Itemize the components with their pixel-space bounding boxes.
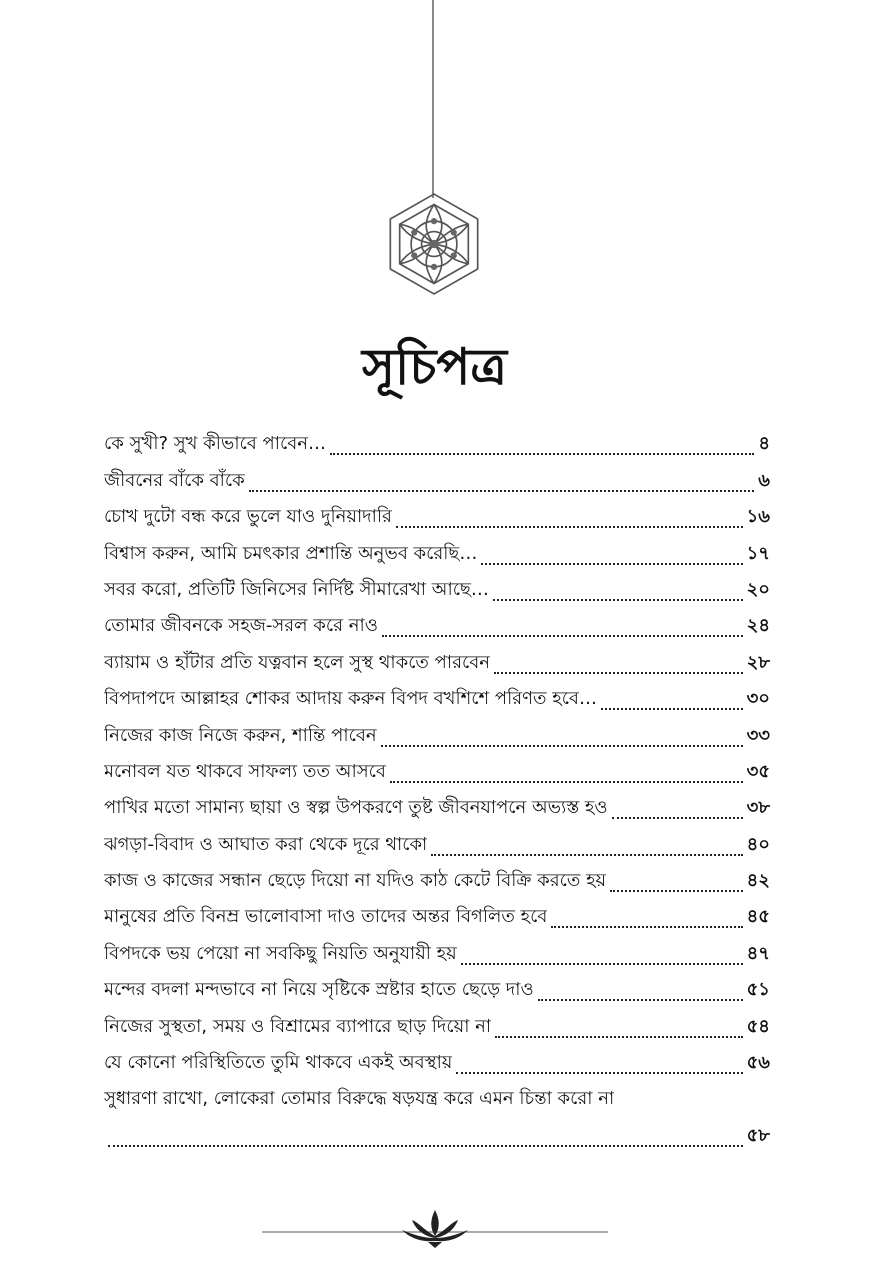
- dot-leader: [461, 962, 743, 965]
- toc-entry: [104, 715, 770, 751]
- toc-entry-title: বিপদকে ভয় পেয়ো না সবকিছু নিয়তি অনুযায়ী হয়: [104, 942, 457, 964]
- dot-leader: [249, 489, 755, 492]
- toc-entry-page: ১৬: [746, 506, 770, 528]
- toc-entry-page: ৩৮: [746, 797, 770, 819]
- dot-leader: [330, 452, 754, 455]
- toc-entry-page: ২৪: [746, 615, 770, 637]
- toc-entry-page: ৬: [758, 469, 770, 491]
- dot-leader: [431, 853, 742, 856]
- toc-entry: [104, 679, 770, 715]
- dot-leader: [382, 634, 743, 637]
- toc-entry: [104, 933, 770, 969]
- toc-entry-page: ২৮: [746, 651, 770, 673]
- toc-entry-title: চোখ দুটো বন্ধ করে ভুলে যাও দুনিয়াদারি: [104, 506, 392, 528]
- toc-entry-page: ৫১: [746, 979, 770, 1001]
- toc-entry-page: ৪৭: [746, 942, 770, 964]
- toc-entry-title: সবর করো, প্রতিটি জিনিসের নির্দিষ্ট সীমারেখা আছে…: [104, 578, 489, 600]
- toc-entry-title: মন্দের বদলা মন্দভাবে না নিয়ে সৃষ্টিকে স্রষ্টার হাতে ছেড়ে দাও: [104, 979, 534, 1001]
- toc-entry-title: কে সুখী? সুখ কীভাবে পাবেন…: [104, 433, 326, 455]
- dot-leader: [601, 707, 743, 710]
- toc-entry: [104, 424, 770, 460]
- dot-leader: [538, 998, 743, 1001]
- toc-entry-title: কাজ ও কাজের সন্ধান ছেড়ে দিয়ো না যদিও কাঠ কেটে বিক্রি করতে হয়: [104, 870, 607, 892]
- toc-entry: [104, 824, 770, 860]
- dot-leader: [610, 889, 742, 892]
- dot-leader: [390, 780, 743, 783]
- toc-entry-title: মানুষের প্রতি বিনম্র ভালোবাসা দাও তাদের অন্তর বিগলিত হবে: [104, 906, 548, 928]
- toc-entry-page: ২০: [746, 578, 770, 600]
- hanging-line: [432, 0, 434, 198]
- toc-entry-title: তোমার জীবনকে সহজ-সরল করে নাও: [104, 615, 378, 637]
- toc-entry-page: ৩০: [746, 688, 770, 710]
- dot-leader: [493, 598, 743, 601]
- toc-entry-page: ৪: [758, 433, 770, 455]
- toc-entry: [104, 533, 770, 569]
- toc-entry: [104, 606, 770, 642]
- toc-entry-page: ৫৪: [746, 1015, 770, 1037]
- toc-entry-title: যে কোনো পরিস্থিতিতে তুমি থাকবে একই অবস্থায়: [104, 1052, 453, 1074]
- toc-entry-title: বিপদাপদে আল্লাহর শোকর আদায় করুন বিপদ বখশিশে পরিণত হবে…: [104, 688, 597, 710]
- toc-entry: [104, 897, 770, 933]
- toc-entry-page: ৩৫: [746, 760, 770, 782]
- dot-leader: [494, 671, 743, 674]
- toc-entry-title: ব্যায়াম ও হাঁটার প্রতি যত্নবান হলে সুস্থ থাকতে পারবেন: [104, 651, 490, 673]
- toc-entry: [104, 1079, 770, 1115]
- dot-leader: [481, 562, 742, 565]
- toc-entry: [104, 1006, 770, 1042]
- toc-entry-title: ঝগড়া-বিবাদ ও আঘাত করা থেকে দূরে থাকো: [104, 833, 428, 855]
- toc-entry-page: ৫৮: [746, 1124, 770, 1146]
- toc-entry-title: নিজের সুস্থতা, সময় ও বিশ্রামের ব্যাপারে ছাড় দিয়ো না: [104, 1015, 492, 1037]
- toc-entry-continuation: [104, 1115, 770, 1151]
- toc-entry-title: বিশ্বাস করুন, আমি চমৎকার প্রশান্তি অনুভব করেছি…: [104, 542, 478, 564]
- toc-entry: [104, 752, 770, 788]
- toc-entry: [104, 788, 770, 824]
- dot-leader: [612, 816, 743, 819]
- toc-entry-title: মনোবল যত থাকবে সাফল্য তত আসবে: [104, 760, 386, 782]
- toc-entry-title: সুধারণা রাখো, লোকেরা তোমার বিরুদ্ধে ষড়যন্ত্র করে এমন চিন্তা করো না: [104, 1088, 615, 1110]
- toc-entry-page: ৩৩: [746, 724, 770, 746]
- toc-entry: [104, 642, 770, 678]
- table-of-contents: [104, 424, 770, 1152]
- toc-entry: [104, 1043, 770, 1079]
- toc-entry-title: নিজের কাজ নিজে করুন, শান্তি পাবেন: [104, 724, 377, 746]
- toc-entry: [104, 570, 770, 606]
- toc-entry-page: ৪০: [746, 833, 770, 855]
- page-title: সূচিপত্র: [362, 337, 507, 396]
- toc-entry-page: ১৭: [746, 542, 770, 564]
- toc-entry-page: ৪২: [746, 870, 770, 892]
- dot-leader: [495, 1035, 742, 1038]
- toc-entry: [104, 861, 770, 897]
- toc-entry: [104, 460, 770, 496]
- dot-leader: [381, 744, 743, 747]
- toc-entry-page: ৫৬: [746, 1052, 770, 1074]
- lotus-divider-icon: [262, 1206, 608, 1250]
- toc-entry: [104, 970, 770, 1006]
- dot-leader: [551, 925, 742, 928]
- toc-entry-page: ৪৫: [746, 906, 770, 928]
- toc-entry-title: জীবনের বাঁকে বাঁকে: [104, 469, 245, 491]
- dot-leader: [396, 525, 743, 528]
- toc-entry: [104, 497, 770, 533]
- dot-leader: [456, 1071, 742, 1074]
- floral-ornament-icon: [382, 192, 486, 296]
- toc-entry-title: পাখির মতো সামান্য ছায়া ও স্বল্প উপকরণে তুষ্ট জীবনযাপনে অভ্যস্ত হও: [104, 797, 608, 819]
- dot-leader: [108, 1144, 743, 1147]
